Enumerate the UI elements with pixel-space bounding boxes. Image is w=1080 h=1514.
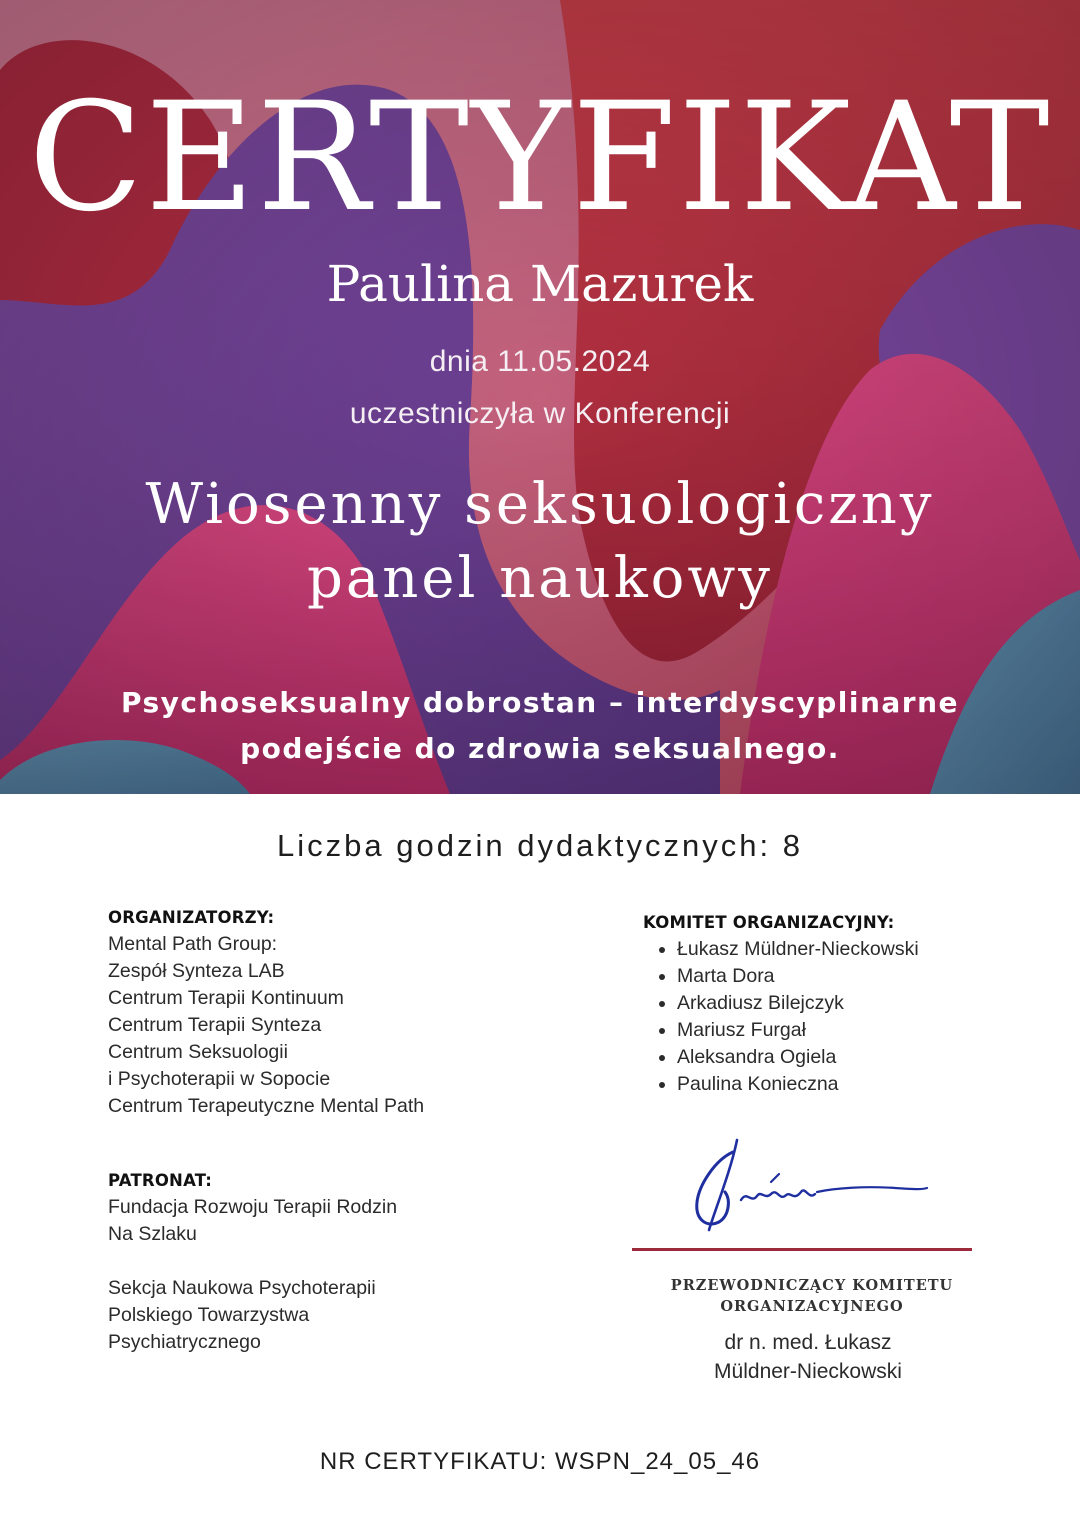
chair-name-line: dr n. med. Łukasz <box>724 1331 892 1354</box>
patron-line: Polskiego Towarzystwa <box>108 1304 310 1326</box>
certificate-title: CERTYFIKAT <box>28 71 1052 245</box>
organizer-line: Centrum Terapii Kontinuum <box>108 987 344 1009</box>
conference-name <box>80 468 1000 616</box>
organizers-heading: ORGANIZATORZY: <box>108 908 275 927</box>
subtitle-line: podejście do zdrowia seksualnego. <box>240 732 840 765</box>
conference-name-line: Wiosenny seksuologiczny <box>145 472 935 537</box>
committee-heading: KOMITET ORGANIZACYJNY: <box>643 913 895 932</box>
conference-subtitle <box>40 680 1040 772</box>
subtitle-line: Psychoseksualny dobrostan – interdyscyplinarne <box>120 686 960 719</box>
event-date: dnia 11.05.2024 <box>429 345 651 378</box>
committee-member: • Arkadiusz Bilejczyk <box>677 990 1043 1017</box>
organizer-line: Centrum Seksuologii <box>108 1041 288 1063</box>
didactic-hours: Liczba godzin dydaktycznych: 8 <box>277 828 803 863</box>
patronage-heading: PATRONAT: <box>108 1171 213 1190</box>
certificate-number: NR CERTYFIKATU: WSPN_24_05_46 <box>319 1448 761 1475</box>
patron-line: Psychiatrycznego <box>108 1331 261 1353</box>
committee-column <box>643 909 1043 1098</box>
patron-line: Sekcja Naukowa Psychoterapii <box>108 1277 376 1299</box>
committee-member: • Aleksandra Ogiela <box>677 1044 1043 1071</box>
committee-member: • Łukasz Müldner-Nieckowski <box>677 936 1043 963</box>
committee-member: • Marta Dora <box>677 963 1043 990</box>
chair-name <box>632 1328 984 1386</box>
chair-title-line: ORGANIZACYJNEGO <box>720 1298 904 1315</box>
patron-line: Na Szlaku <box>108 1223 197 1245</box>
committee-member: • Mariusz Furgał <box>677 1017 1043 1044</box>
chair-title <box>632 1275 992 1317</box>
organizer-line: Zespół Synteza LAB <box>108 960 285 982</box>
conference-name-line: panel naukowy <box>307 546 773 611</box>
participation-text: uczestniczyła w Konferencji <box>349 397 731 430</box>
committee-member: • Paulina Konieczna <box>677 1071 1043 1098</box>
signature-line <box>632 1248 972 1251</box>
organizer-line: Mental Path Group: <box>108 933 278 955</box>
organizer-line: i Psychoterapii w Sopocie <box>108 1068 331 1090</box>
committee-list <box>643 936 1043 1098</box>
organizers-column <box>108 904 578 1356</box>
organizer-line: Centrum Terapii Synteza <box>108 1014 322 1036</box>
chair-name-line: Müldner-Nieckowski <box>714 1360 902 1383</box>
organizer-line: Centrum Terapeutyczne Mental Path <box>108 1095 425 1117</box>
chair-title-line: PRZEWODNICZĄCY KOMITETU <box>670 1277 954 1294</box>
handwritten-signature <box>685 1130 935 1240</box>
patron-line: Fundacja Rozwoju Terapii Rodzin <box>108 1196 398 1218</box>
recipient-name: Paulina Mazurek <box>326 255 754 313</box>
